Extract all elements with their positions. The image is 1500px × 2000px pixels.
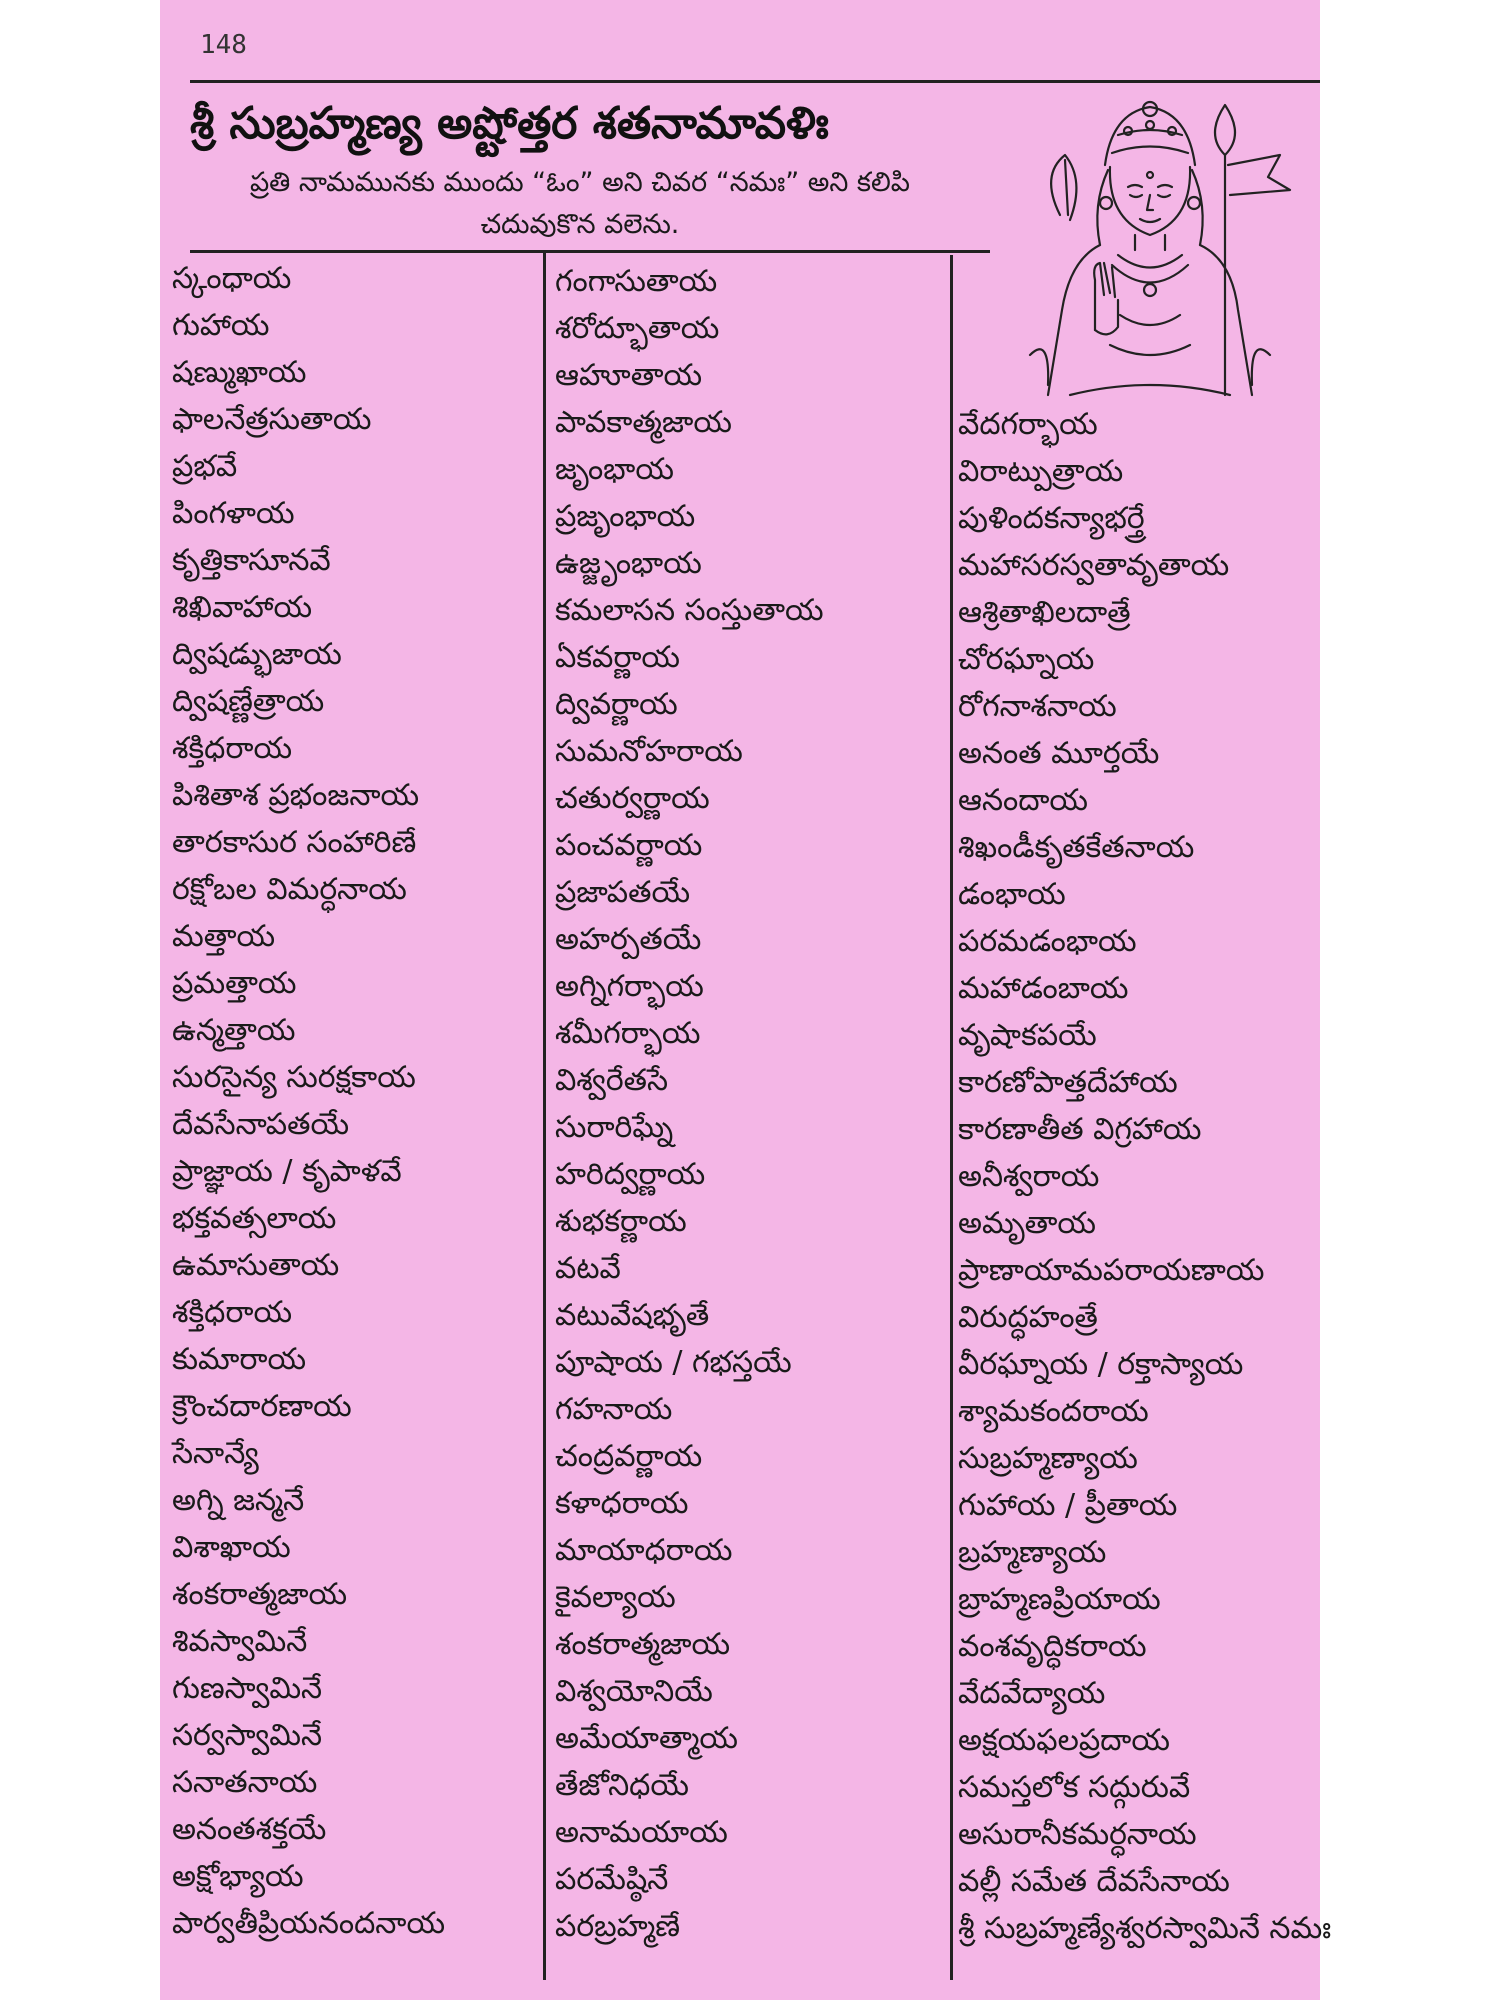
name-entry: ఉజ్జృంభాయ bbox=[555, 546, 702, 581]
page-title: శ్రీ సుబ్రహ్మణ్య అష్టోత్తర శతనామావళిః bbox=[190, 98, 829, 149]
name-entry: జృంభాయ bbox=[555, 452, 674, 487]
name-entry: ఫాలనేత్రసుతాయ bbox=[172, 402, 372, 437]
name-entry: సురారిఘ్నే bbox=[555, 1110, 674, 1145]
name-entry: శమీగర్భాయ bbox=[555, 1016, 701, 1051]
name-entry: శుభకర్ణాయ bbox=[555, 1204, 687, 1239]
name-entry: గంగాసుతాయ bbox=[555, 264, 718, 299]
name-entry: ప్రభవే bbox=[172, 449, 238, 484]
name-entry: కారణాతీత విగ్రహాయ bbox=[958, 1112, 1202, 1147]
name-entry: మాయాధరాయ bbox=[555, 1533, 733, 1568]
name-entry: శరోద్భూతాయ bbox=[555, 311, 720, 346]
name-entry: షణ్ముఖాయ bbox=[172, 355, 307, 390]
name-entry: రోగనాశనాయ bbox=[958, 689, 1117, 724]
name-entry: సురసైన్య సురక్షకాయ bbox=[172, 1060, 416, 1095]
name-entry: శంకరాత్మజాయ bbox=[172, 1577, 348, 1612]
name-entry: సనాతనాయ bbox=[172, 1765, 318, 1800]
name-entry: చతుర్వర్ణాయ bbox=[555, 781, 710, 816]
name-entry: తారకాసుర సంహారిణే bbox=[172, 825, 417, 860]
name-entry: వటువేషభృతే bbox=[555, 1298, 710, 1333]
name-entry: అనంతశక్తయే bbox=[172, 1812, 327, 1847]
name-entry: పరమడంభాయ bbox=[958, 924, 1137, 959]
name-entry: సుబ్రహ్మణ్యాయ bbox=[958, 1441, 1138, 1476]
name-entry: ప్రాజ్ఞాయ / కృపాళవే bbox=[172, 1154, 402, 1189]
name-entry: కృత్తికాసూనవే bbox=[172, 543, 331, 578]
name-entry: ఆశ్రితాఖిలదాత్రే bbox=[958, 595, 1131, 630]
name-entry: పరమేష్ఠినే bbox=[555, 1862, 669, 1897]
name-entry: మహాడంబాయ bbox=[958, 971, 1129, 1006]
name-entry: అమేయాత్మాయ bbox=[555, 1721, 738, 1756]
name-entry: ప్రాణాయామపరాయణాయ bbox=[958, 1253, 1265, 1288]
name-entry: అనామయాయ bbox=[555, 1815, 728, 1850]
name-entry: విరుద్ధహంత్రే bbox=[958, 1300, 1098, 1335]
names-column-1 bbox=[172, 255, 542, 1947]
name-entry: క్రౌంచదారణాయ bbox=[172, 1389, 352, 1424]
name-entry: వల్లీ సమేత దేవసేనాయ bbox=[958, 1864, 1230, 1899]
name-entry: ద్విషణ్ణేత్రాయ bbox=[172, 684, 325, 719]
name-entry: చోరఘ్నాయ bbox=[958, 642, 1095, 677]
name-entry: స్కంధాయ bbox=[172, 261, 292, 296]
name-entry: గుహాయ / ప్రీతాయ bbox=[958, 1488, 1178, 1523]
name-entry: విశ్వయోనియే bbox=[555, 1674, 713, 1709]
name-entry: అనీశ్వరాయ bbox=[958, 1159, 1100, 1194]
name-entry: పార్వతీప్రియనందనాయ bbox=[172, 1906, 446, 1941]
name-entry: పుళిందకన్యాభర్త్రే bbox=[958, 501, 1145, 536]
name-entry: వేదవేద్యాయ bbox=[958, 1676, 1106, 1711]
name-entry: హరిద్వర్ణాయ bbox=[555, 1157, 706, 1192]
header-divider bbox=[190, 250, 990, 253]
name-entry: కమలాసన సంస్తుతాయ bbox=[555, 593, 824, 628]
name-entry: వంశవృద్ధికరాయ bbox=[958, 1629, 1147, 1664]
name-entry: వటవే bbox=[555, 1251, 621, 1286]
name-entry: శ్రీ సుబ్రహ్మణ్యేశ్వరస్వామినే నమః bbox=[958, 1911, 1332, 1946]
instruction-text: ప్రతి నామమునకు ముందు “ఓం” అని చివర “నమః” అని కలిపి చదువుకొన వలెను. bbox=[249, 167, 911, 240]
name-entry: గుహాయ bbox=[172, 308, 270, 343]
name-entry: మత్తాయ bbox=[172, 919, 276, 954]
name-entry: ఉమాసుతాయ bbox=[172, 1248, 340, 1283]
name-entry: పావకాత్మజాయ bbox=[555, 405, 732, 440]
top-rule bbox=[190, 80, 1320, 83]
name-entry: విరాట్పుత్రాయ bbox=[958, 454, 1124, 489]
name-entry: అసురానీకమర్ధనాయ bbox=[958, 1817, 1197, 1852]
page-number: 148 bbox=[200, 30, 247, 60]
name-entry: అనంత మూర్తయే bbox=[958, 736, 1160, 771]
name-entry: శక్తిధరాయ bbox=[172, 1295, 293, 1330]
name-entry: దేవసేనాపతయే bbox=[172, 1107, 350, 1142]
name-entry: బ్రహ్మణ్యాయ bbox=[958, 1535, 1107, 1570]
name-entry: గహనాయ bbox=[555, 1392, 673, 1427]
name-entry: సుమనోహరాయ bbox=[555, 734, 743, 769]
name-entry: కుమారాయ bbox=[172, 1342, 307, 1377]
name-entry: సమస్తలోక సద్గురువే bbox=[958, 1770, 1191, 1805]
name-entry: అహర్పతయే bbox=[555, 922, 702, 957]
name-entry: పూషాయ / గభస్తయే bbox=[555, 1345, 792, 1380]
name-entry: వీరఘ్నాయ / రక్తాస్యాయ bbox=[958, 1347, 1244, 1382]
name-entry: విశాఖాయ bbox=[172, 1530, 291, 1565]
name-entry: పరబ్రహ్మణే bbox=[555, 1909, 681, 1944]
name-entry: శక్తిధరాయ bbox=[172, 731, 293, 766]
name-entry: ప్రజృంభాయ bbox=[555, 499, 696, 534]
name-entry: ఏకవర్ణాయ bbox=[555, 640, 681, 675]
name-entry: శంకరాత్మజాయ bbox=[555, 1627, 731, 1662]
names-column-3 bbox=[928, 401, 1332, 1952]
name-entry: ప్రజాపతయే bbox=[555, 875, 691, 910]
name-entry: ద్విషడ్భుజాయ bbox=[172, 637, 342, 672]
name-entry: సర్వస్వామినే bbox=[172, 1718, 323, 1753]
name-entry: తేజోనిధయే bbox=[555, 1768, 689, 1803]
name-entry: ఆనందాయ bbox=[958, 783, 1088, 818]
name-entry: గుణస్వామినే bbox=[172, 1671, 323, 1706]
name-entry: అక్షోభ్యాయ bbox=[172, 1859, 304, 1894]
name-entry: పిశితాశ ప్రభంజనాయ bbox=[172, 778, 420, 813]
name-entry: కళాధరాయ bbox=[555, 1486, 689, 1521]
name-entry: డంభాయ bbox=[958, 877, 1066, 912]
name-entry: భక్తవత్సలాయ bbox=[172, 1201, 337, 1236]
name-entry: కైవల్యాయ bbox=[555, 1580, 676, 1615]
name-entry: అక్షయఫలప్రదాయ bbox=[958, 1723, 1170, 1758]
name-entry: శిఖండీకృతకేతనాయ bbox=[958, 830, 1195, 865]
names-column-2 bbox=[555, 258, 945, 1950]
name-entry: అగ్నిగర్భాయ bbox=[555, 969, 704, 1004]
name-entry: శిఖివాహాయ bbox=[172, 590, 313, 625]
name-entry: చంద్రవర్ణాయ bbox=[555, 1439, 703, 1474]
name-entry: ప్రమత్తాయ bbox=[172, 966, 297, 1001]
name-entry: పంచవర్ణాయ bbox=[555, 828, 703, 863]
column-divider-1 bbox=[543, 250, 546, 1980]
book-page bbox=[160, 0, 1332, 2000]
name-entry: పింగళాయ bbox=[172, 496, 295, 531]
name-entry: శ్యామకందరాయ bbox=[958, 1394, 1149, 1429]
name-entry: విశ్వరేతసే bbox=[555, 1063, 669, 1098]
name-entry: శివస్వామినే bbox=[172, 1624, 308, 1659]
name-entry: సేనాన్యే bbox=[172, 1436, 259, 1471]
name-entry: ఆహూతాయ bbox=[555, 358, 703, 393]
name-entry: కారణోపాత్తదేహాయ bbox=[958, 1065, 1178, 1100]
name-entry: మహాసరస్వతావృతాయ bbox=[958, 548, 1230, 583]
name-entry: ద్వివర్ణాయ bbox=[555, 687, 678, 722]
name-entry: వేదగర్భాయ bbox=[958, 407, 1098, 442]
name-entry: ఉన్మత్తాయ bbox=[172, 1013, 296, 1048]
subrahmanya-illustration-icon bbox=[1000, 95, 1300, 405]
name-entry: రక్షోబల విమర్ధనాయ bbox=[172, 872, 407, 907]
name-entry: వృషాకపయే bbox=[958, 1018, 1097, 1053]
name-entry: బ్రాహ్మణప్రియాయ bbox=[958, 1582, 1161, 1617]
name-entry: అగ్ని జన్మనే bbox=[172, 1483, 305, 1518]
name-entry: అమృతాయ bbox=[958, 1206, 1096, 1241]
